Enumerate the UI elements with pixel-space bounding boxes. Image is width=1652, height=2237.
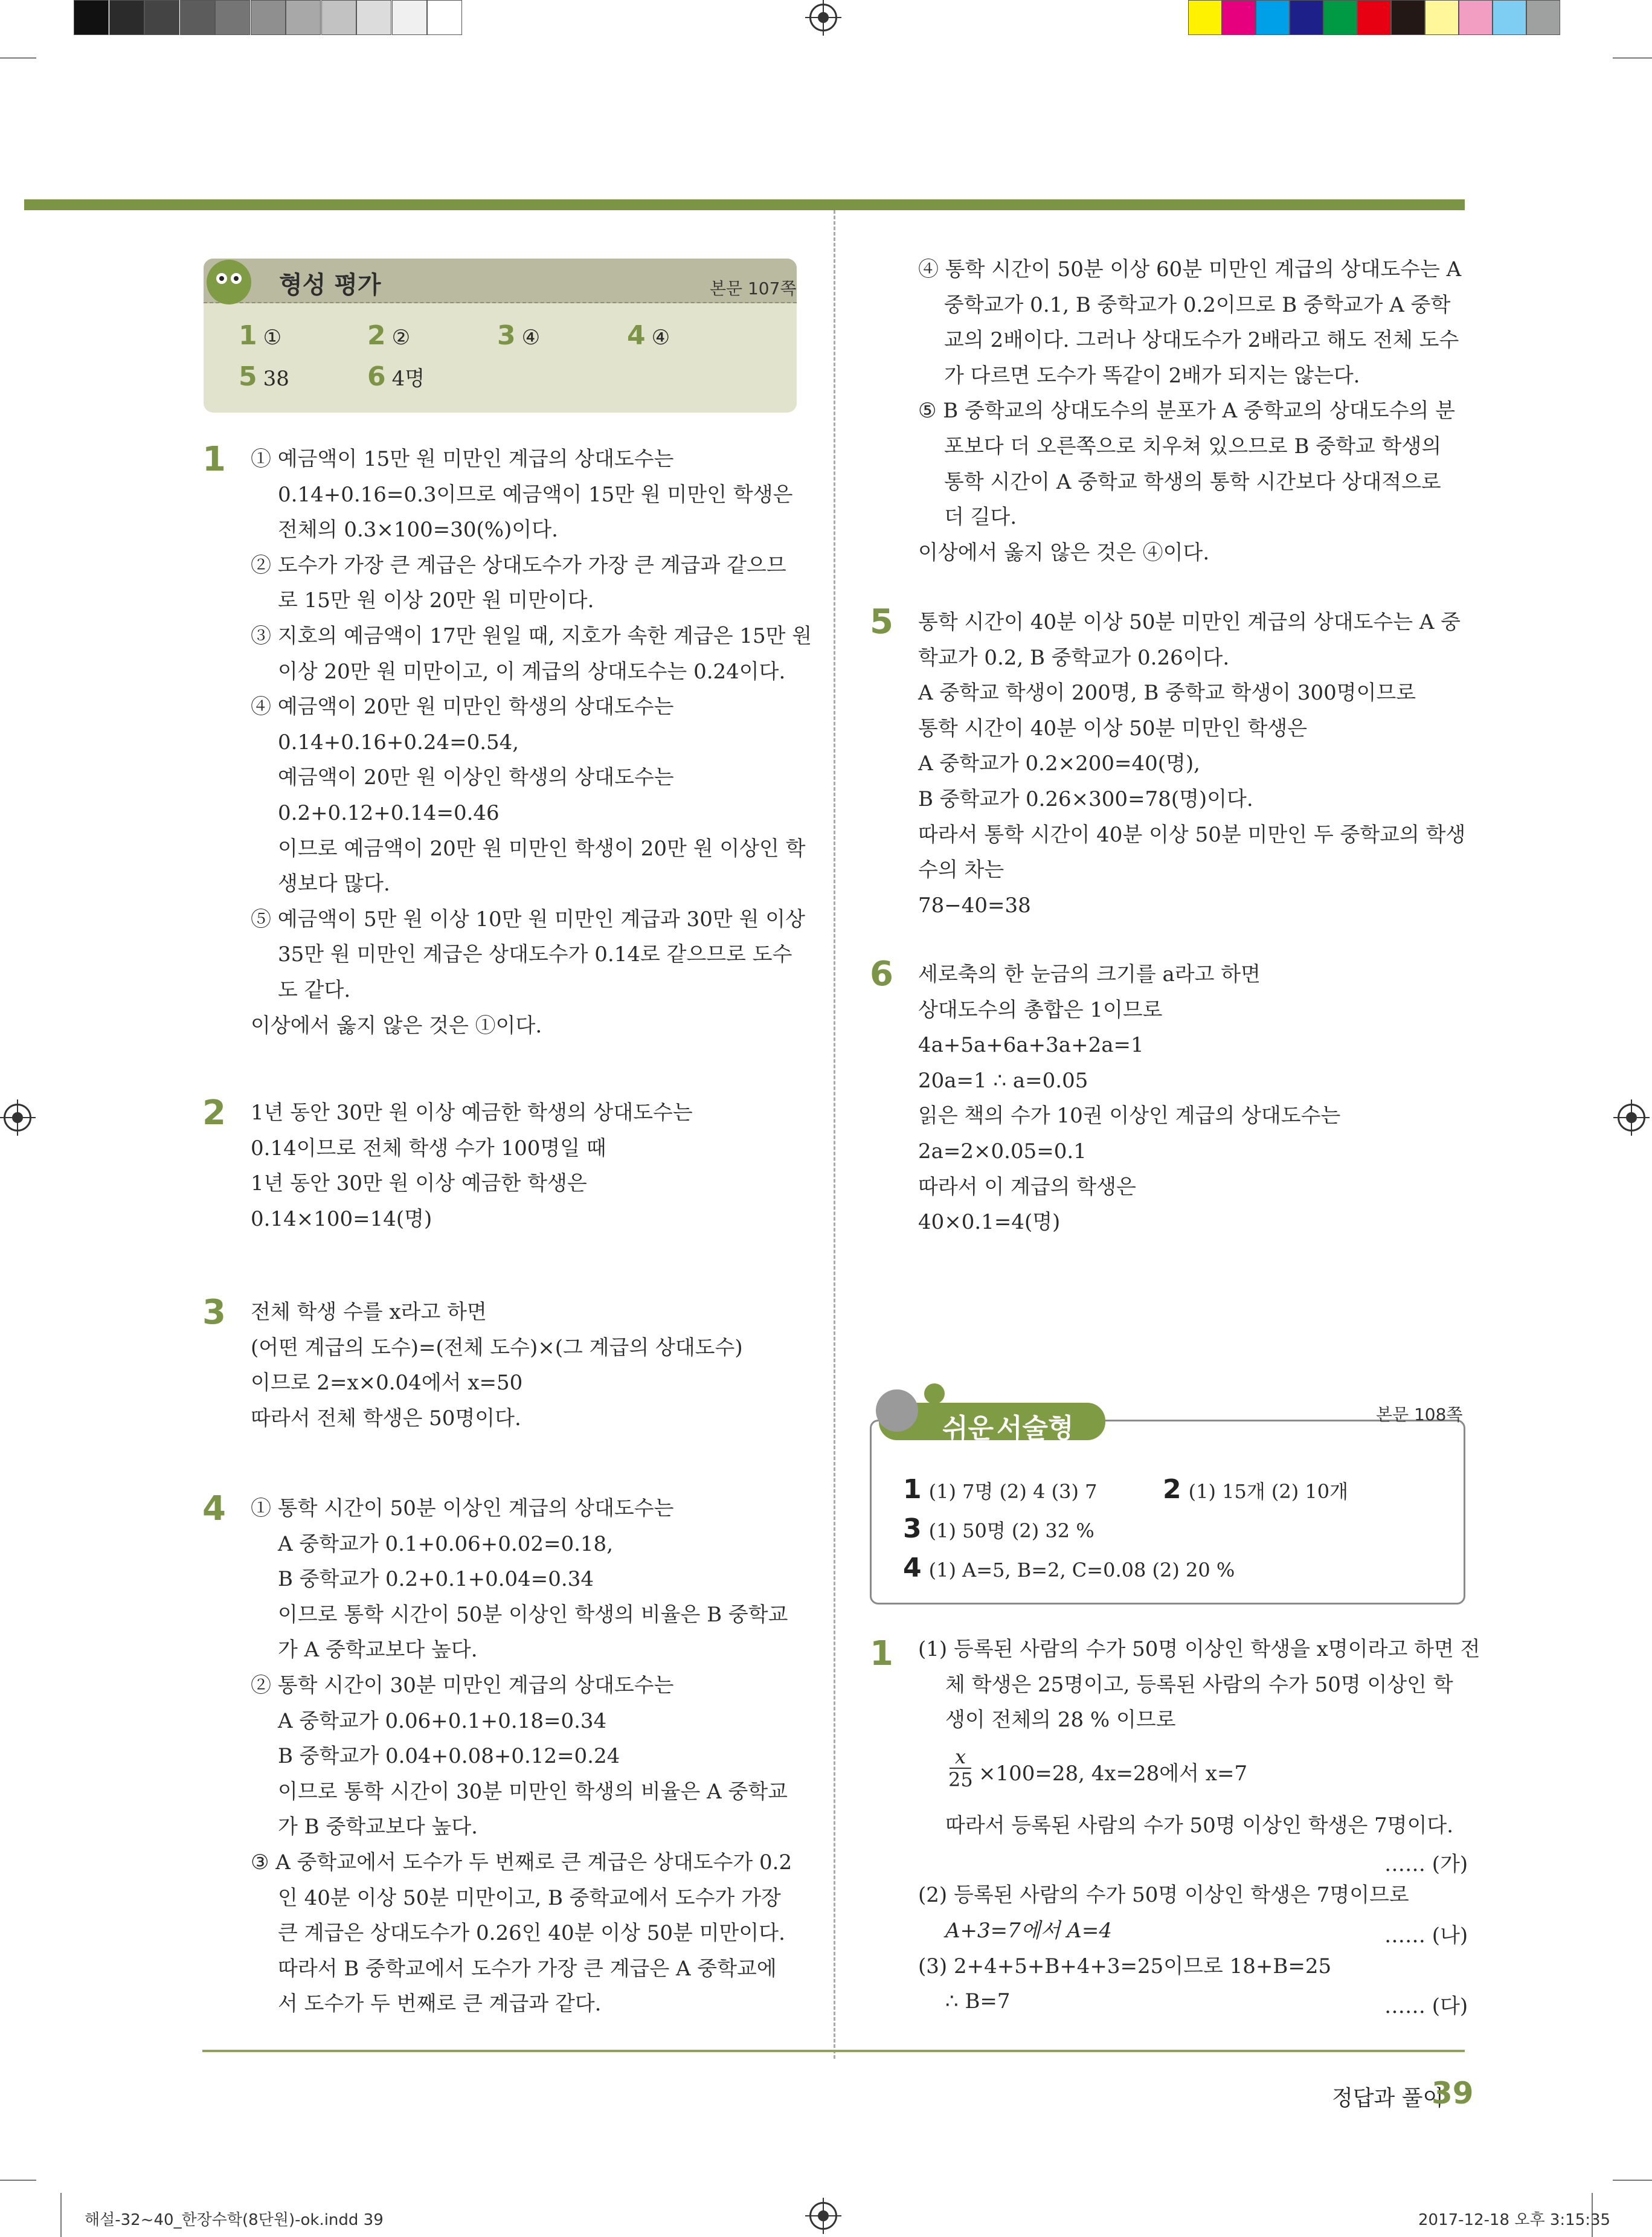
answer-value: (1) 7명 (2) 4 (3) 7 bbox=[928, 1480, 1098, 1503]
answer-number: 3 bbox=[903, 1513, 922, 1544]
solution-line: A 중학교가 0.2×200=40(명), bbox=[918, 752, 1200, 776]
solution-line: A+3=7에서 A=4 bbox=[945, 1919, 1112, 1943]
solution-line: (3) 2+4+5+B+4+3=25이므로 18+B=25 bbox=[918, 1954, 1332, 1978]
solution-line: 따라서 통학 시간이 40분 이상 50분 미만인 두 중학교의 학생 bbox=[918, 822, 1466, 847]
color-swatch bbox=[1222, 0, 1256, 35]
solution-line: 세로축의 한 눈금의 크기를 a라고 하면 bbox=[918, 962, 1261, 987]
solution-line: B 중학교가 0.2+0.1+0.04=0.34 bbox=[278, 1567, 594, 1592]
solution-line: 학교가 0.2, B 중학교가 0.26이다. bbox=[918, 645, 1230, 670]
octopus-mascot-icon bbox=[207, 260, 251, 304]
crop-mark bbox=[0, 57, 36, 59]
gray-swatch bbox=[286, 0, 321, 35]
color-swatch bbox=[1526, 0, 1560, 35]
page-label: 정답과 풀이 bbox=[1332, 2086, 1444, 2111]
column-divider bbox=[834, 210, 835, 2059]
solution-line: A 중학교가 0.06+0.1+0.18=0.34 bbox=[278, 1708, 607, 1733]
solution-line: ③ 지호의 예금액이 17만 원일 때, 지호가 속한 계급은 15만 원 bbox=[251, 624, 812, 648]
answer-value: ④ bbox=[651, 326, 670, 350]
solution-line: 생이 전체의 28 % 이므로 bbox=[945, 1708, 1176, 1733]
formative-page-ref: 본문 107쪽 bbox=[710, 278, 797, 298]
gray-swatch bbox=[144, 0, 179, 35]
gray-swatch bbox=[392, 0, 427, 35]
question-number: 4 bbox=[202, 1489, 226, 1528]
answer-item bbox=[239, 320, 281, 351]
solution-line: 78−40=38 bbox=[918, 893, 1031, 918]
registration-mark-icon bbox=[809, 4, 837, 31]
question-number: 6 bbox=[870, 954, 893, 994]
solution-line: ⑤ B 중학교의 상대도수의 분포가 A 중학교의 상대도수의 분 bbox=[918, 399, 1456, 423]
color-swatch bbox=[1357, 0, 1391, 35]
registration-mark-icon bbox=[4, 1104, 31, 1131]
answer-value: 38 bbox=[263, 367, 289, 391]
file-name: 해설-32~40_한장수학(8단원)-ok.indd 39 bbox=[85, 2211, 384, 2229]
page-number: 39 bbox=[1432, 2076, 1474, 2111]
registration-mark-icon bbox=[809, 2202, 837, 2230]
solution-line: 0.14+0.16=0.3이므로 예금액이 15만 원 미만인 학생은 bbox=[278, 482, 793, 507]
crop-mark bbox=[60, 2193, 62, 2237]
answer-number: 1 bbox=[239, 320, 257, 351]
solution-line: 따라서 이 계급의 학생은 bbox=[918, 1174, 1136, 1199]
solution-line: ① 예금액이 15만 원 미만인 계급의 상대도수는 bbox=[251, 447, 674, 471]
question-number: 1 bbox=[202, 440, 226, 479]
solution-line: 더 길다. bbox=[944, 505, 1017, 530]
answer-value: 4명 bbox=[391, 367, 425, 391]
solution-line: 이므로 예금액이 20만 원 미만인 학생이 20만 원 이상인 학 bbox=[278, 836, 806, 861]
gray-swatch bbox=[215, 0, 250, 35]
essay-title-b: 서술형 bbox=[997, 1413, 1074, 1444]
answer-item bbox=[1163, 1474, 1348, 1505]
solution-line: (2) 등록된 사람의 수가 50명 이상인 학생은 7명이므로 bbox=[918, 1883, 1409, 1907]
answer-item bbox=[903, 1474, 1097, 1505]
essay-title-a: 쉬운 bbox=[942, 1413, 994, 1444]
gray-swatch bbox=[321, 0, 356, 35]
fraction-denominator: 25 bbox=[948, 1768, 973, 1791]
solution-line: 1년 동안 30만 원 이상 예금한 학생은 bbox=[251, 1171, 587, 1196]
step-tag: …… (다) bbox=[1384, 1994, 1468, 2018]
solution-line: 생보다 많다. bbox=[278, 872, 390, 896]
color-swatch bbox=[1290, 0, 1323, 35]
solution-line: 통학 시간이 40분 이상 50분 미만인 학생은 bbox=[918, 716, 1308, 741]
answer-number: 1 bbox=[903, 1474, 922, 1505]
solution-line: ② 통학 시간이 30분 미만인 계급의 상대도수는 bbox=[251, 1673, 674, 1698]
solution-line: 전체 학생 수를 x라고 하면 bbox=[251, 1300, 487, 1324]
gray-swatch bbox=[180, 0, 215, 35]
answer-value: (1) 15개 (2) 10개 bbox=[1188, 1480, 1349, 1503]
answer-number: 4 bbox=[903, 1553, 922, 1583]
solution-line: 통학 시간이 A 중학교 학생의 통학 시간보다 상대적으로 bbox=[944, 469, 1441, 494]
elephant-mascot-icon bbox=[876, 1389, 918, 1432]
answer-item bbox=[239, 361, 289, 392]
step-tag: …… (가) bbox=[1384, 1852, 1468, 1876]
question-number: 2 bbox=[202, 1093, 226, 1133]
gray-swatch bbox=[427, 0, 462, 35]
solution-line: A 중학교가 0.1+0.06+0.02=0.18, bbox=[278, 1531, 613, 1556]
crop-mark bbox=[1613, 57, 1652, 59]
solution-line: 예금액이 20만 원 이상인 학생의 상대도수는 bbox=[278, 765, 674, 790]
answer-number: 3 bbox=[497, 320, 516, 351]
solution-line: 이므로 2=x×0.04에서 x=50 bbox=[251, 1371, 523, 1395]
solution-line: 교의 2배이다. 그러나 상대도수가 2배라고 해도 전체 도수 bbox=[944, 328, 1459, 353]
solution-line: 서 도수가 두 번째로 큰 계급과 같다. bbox=[278, 1992, 602, 2017]
solution-line: 인 40분 이상 50분 미만이고, B 중학교에서 도수가 가장 bbox=[278, 1885, 781, 1910]
gray-swatch bbox=[109, 0, 144, 35]
solution-line: 40×0.1=4(명) bbox=[918, 1210, 1061, 1235]
gray-swatch bbox=[356, 0, 391, 35]
print-timestamp: 2017-12-18 오후 3:15:35 bbox=[1418, 2211, 1611, 2229]
answer-value: ② bbox=[391, 326, 411, 350]
solution-line: 따라서 등록된 사람의 수가 50명 이상인 학생은 7명이다. bbox=[945, 1814, 1454, 1838]
solution-line: 포보다 더 오른쪽으로 치우쳐 있으므로 B 중학교 학생의 bbox=[944, 434, 1442, 459]
solution-line: 35만 원 미만인 계급은 상대도수가 0.14로 같으므로 도수 bbox=[278, 942, 792, 967]
solution-line: 0.14이므로 전체 학생 수가 100명일 때 bbox=[251, 1136, 606, 1160]
solution-line: 상대도수의 총합은 1이므로 bbox=[918, 997, 1163, 1022]
solution-line: 이상에서 옳지 않은 것은 ①이다. bbox=[251, 1013, 542, 1038]
solution-line: 도 같다. bbox=[278, 978, 351, 1002]
solution-line: ① 통학 시간이 50분 이상인 계급의 상대도수는 bbox=[251, 1496, 674, 1521]
solution-line: (어떤 계급의 도수)=(전체 도수)×(그 계급의 상대도수) bbox=[251, 1335, 743, 1360]
equation-line: ×100=28, 4x=28에서 x=7 bbox=[979, 1762, 1248, 1786]
solution-line: 이상에서 옳지 않은 것은 ④이다. bbox=[918, 540, 1210, 565]
answer-number: 4 bbox=[627, 320, 646, 351]
solution-line: 중학교가 0.1, B 중학교가 0.2이므로 B 중학교가 A 중학 bbox=[944, 292, 1451, 317]
answer-item bbox=[367, 320, 410, 351]
solution-line: B 중학교가 0.26×300=78(명)이다. bbox=[918, 787, 1253, 811]
solution-line: 큰 계급은 상대도수가 0.26인 40분 이상 50분 미만이다. bbox=[278, 1921, 785, 1946]
fraction-numerator: x bbox=[954, 1745, 966, 1768]
question-number: 5 bbox=[870, 602, 893, 642]
gray-swatch bbox=[74, 0, 109, 35]
solution-line: ② 도수가 가장 큰 계급은 상대도수가 가장 큰 계급과 같으므 bbox=[251, 553, 786, 578]
answer-item bbox=[903, 1513, 1094, 1544]
answer-number: 6 bbox=[367, 361, 386, 392]
answer-value: ① bbox=[263, 326, 282, 350]
solution-line: 2a=2×0.05=0.1 bbox=[918, 1139, 1087, 1164]
essay-solution-number: 1 bbox=[870, 1634, 893, 1673]
color-swatch bbox=[1459, 0, 1493, 35]
solution-line: ⑤ 예금액이 5만 원 이상 10만 원 미만인 계급과 30만 원 이상 bbox=[251, 907, 805, 932]
solution-line: 0.2+0.12+0.14=0.46 bbox=[278, 801, 500, 825]
solution-line: 가 A 중학교보다 높다. bbox=[278, 1638, 478, 1662]
answer-value: (1) 50명 (2) 32 % bbox=[928, 1519, 1094, 1542]
solution-line: 4a+5a+6a+3a+2a=1 bbox=[918, 1033, 1144, 1058]
answer-number: 2 bbox=[367, 320, 386, 351]
answer-item bbox=[367, 361, 425, 392]
solution-line: 로 15만 원 이상 20만 원 미만이다. bbox=[278, 588, 594, 613]
solution-line: (1) 등록된 사람의 수가 50명 이상인 학생을 x명이라고 하면 전 bbox=[918, 1637, 1480, 1661]
solution-line: 0.14×100=14(명) bbox=[251, 1206, 432, 1231]
gray-swatch bbox=[251, 0, 286, 35]
crop-mark bbox=[1613, 2180, 1652, 2181]
color-swatch bbox=[1188, 0, 1222, 35]
solution-line: ③ A 중학교에서 도수가 두 번째로 큰 계급은 상대도수가 0.2 bbox=[251, 1850, 792, 1875]
solution-line: 따라서 전체 학생은 50명이다. bbox=[251, 1406, 521, 1431]
solution-line: A 중학교 학생이 200명, B 중학교 학생이 300명이므로 bbox=[918, 681, 1416, 706]
answer-item bbox=[903, 1553, 1235, 1583]
essay-page-ref: 본문 108쪽 bbox=[1376, 1405, 1463, 1424]
answer-value: ④ bbox=[521, 326, 541, 350]
fraction bbox=[948, 1746, 972, 1791]
solution-line: 따라서 B 중학교에서 도수가 가장 큰 계급은 A 중학교에 bbox=[278, 1956, 777, 1981]
solution-line: ④ 통학 시간이 50분 이상 60분 미만인 계급의 상대도수는 A bbox=[918, 257, 1462, 282]
solution-line: 통학 시간이 40분 이상 50분 미만인 계급의 상대도수는 A 중 bbox=[918, 610, 1461, 634]
solution-line: 20a=1 ∴ a=0.05 bbox=[918, 1068, 1088, 1093]
solution-line: 이상 20만 원 미만이고, 이 계급의 상대도수는 0.24이다. bbox=[278, 659, 786, 684]
question-number: 3 bbox=[202, 1293, 226, 1332]
solution-line: B 중학교가 0.04+0.08+0.12=0.24 bbox=[278, 1744, 620, 1769]
color-swatch bbox=[1493, 0, 1526, 35]
registration-mark-icon bbox=[1618, 1104, 1645, 1131]
solution-line: 읽은 책의 수가 10권 이상인 계급의 상대도수는 bbox=[918, 1104, 1341, 1128]
solution-line: 체 학생은 25명이고, 등록된 사람의 수가 50명 이상인 학 bbox=[945, 1672, 1453, 1697]
answer-value: (1) A=5, B=2, C=0.08 (2) 20 % bbox=[928, 1559, 1235, 1582]
solution-line: ∴ B=7 bbox=[945, 1989, 1011, 2013]
answer-item bbox=[627, 320, 670, 351]
crop-mark bbox=[0, 2180, 36, 2181]
answer-item bbox=[497, 320, 540, 351]
color-swatch bbox=[1323, 0, 1357, 35]
solution-line: 수의 차는 bbox=[918, 858, 1004, 883]
footer-rule bbox=[202, 2050, 1465, 2052]
solution-line: 이므로 통학 시간이 50분 이상인 학생의 비율은 B 중학교 bbox=[278, 1602, 788, 1627]
solution-line: 가 다르면 도수가 똑같이 2배가 되지는 않는다. bbox=[944, 363, 1360, 388]
solution-line: 이므로 통학 시간이 30분 미만인 학생의 비율은 A 중학교 bbox=[278, 1779, 788, 1804]
solution-line: 가 B 중학교보다 높다. bbox=[278, 1815, 478, 1839]
solution-line: 전체의 0.3×100=30(%)이다. bbox=[278, 518, 558, 542]
header-rule bbox=[24, 199, 1465, 210]
leaf-icon bbox=[924, 1383, 945, 1404]
solution-line: 1년 동안 30만 원 이상 예금한 학생의 상대도수는 bbox=[251, 1101, 693, 1125]
solution-line: 0.14+0.16+0.24=0.54, bbox=[278, 730, 519, 755]
color-swatch bbox=[1391, 0, 1425, 35]
step-tag: …… (나) bbox=[1384, 1923, 1468, 1948]
color-swatch bbox=[1425, 0, 1459, 35]
answer-number: 5 bbox=[239, 361, 257, 392]
formative-title: 형성 평가 bbox=[279, 271, 381, 299]
answer-number: 2 bbox=[1163, 1474, 1181, 1505]
solution-line: ④ 예금액이 20만 원 미만인 학생의 상대도수는 bbox=[251, 695, 674, 719]
color-swatch bbox=[1256, 0, 1290, 35]
